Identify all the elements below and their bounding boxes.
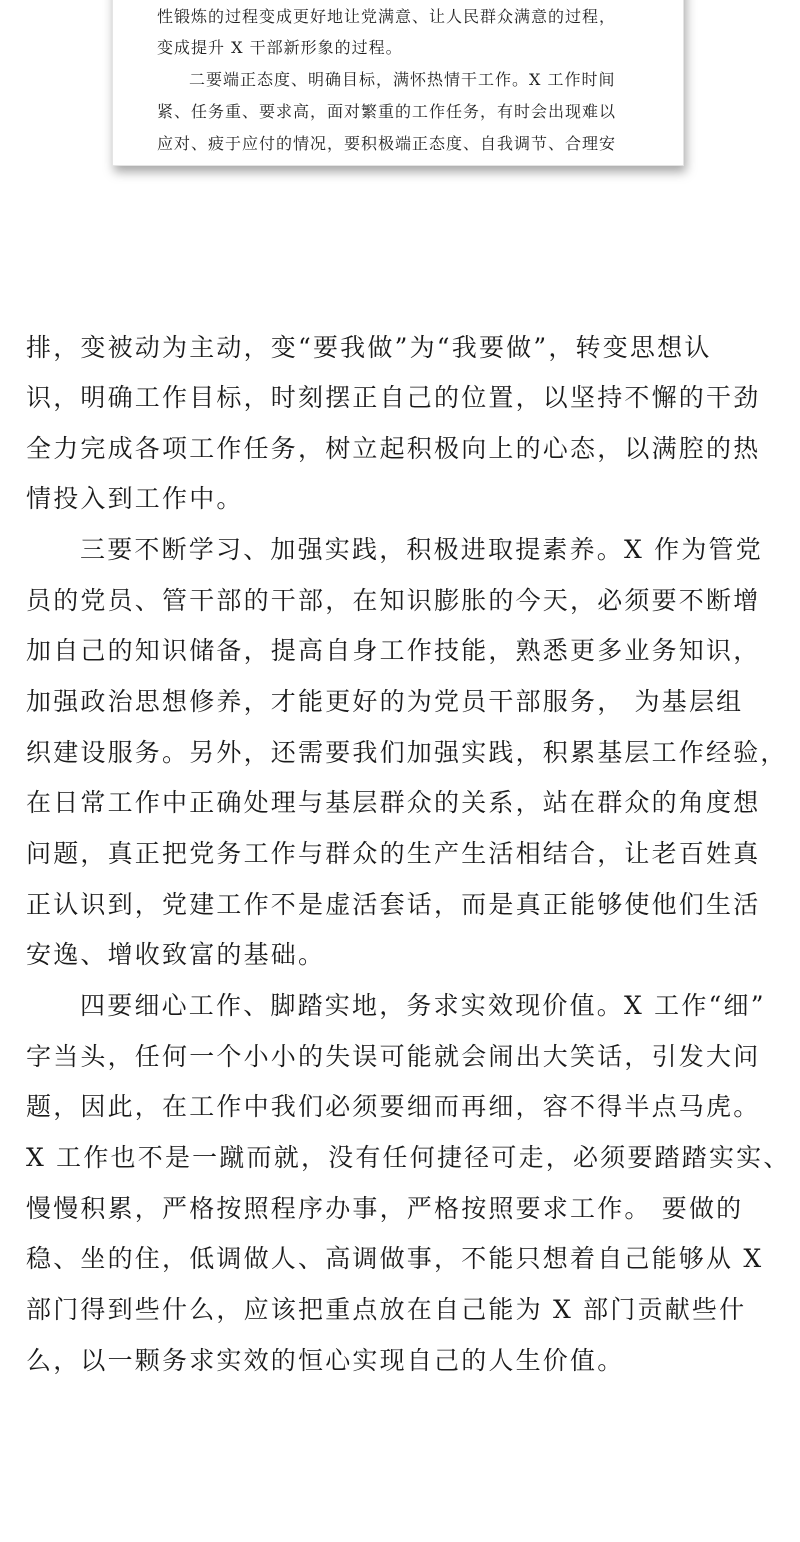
document-card-preview <box>112 0 684 166</box>
card-text-line: 应对、疲于应付的情况，要积极端正态度、自我调节、合理安 <box>157 134 617 153</box>
body-text-line: 字当头，任何一个小小的失误可能就会闹出大笑话，引发大问 <box>26 1042 761 1071</box>
body-text-line: 情投入到工作中。 <box>26 484 244 513</box>
card-paragraph-start: 二要端正态度、明确目标，满怀热情干工作。X 工作时间 <box>189 70 616 89</box>
body-text-line: X 工作也不是一蹴而就，没有任何捷径可走，必须要踏踏实实、 <box>26 1143 791 1172</box>
body-text-line: 在日常工作中正确处理与基层群众的关系，站在群众的角度想 <box>26 788 761 817</box>
body-text-line: 排，变被动为主动，变“要我做”为“我要做”，转变思想认 <box>26 333 712 362</box>
body-text-line: 安逸、增收致富的基础。 <box>26 940 326 969</box>
body-text-line: 识，明确工作目标，时刻摆正自己的位置，以坚持不懈的干劲 <box>26 383 761 412</box>
body-text-line: 正认识到，党建工作不是虚活套话，而是真正能够使他们生活 <box>26 890 761 919</box>
body-text-line: 加自己的知识储备，提高自身工作技能，熟悉更多业务知识， <box>26 636 761 665</box>
body-text-line: 全力完成各项工作任务，树立起积极向上的心态，以满腔的热 <box>26 434 761 463</box>
body-text-line: 加强政治思想修养，才能更好的为党员干部服务， 为基层组 <box>26 687 744 716</box>
body-text-line: 部门得到些什么，应该把重点放在自己能为 X 部门贡献些什 <box>26 1295 747 1324</box>
body-text-line: 稳、坐的住，低调做人、高调做事，不能只想着自己能够从 X <box>26 1244 764 1273</box>
body-text-line: 么，以一颗务求实效的恒心实现自己的人生价值。 <box>26 1346 625 1375</box>
card-text-line: 变成提升 X 干部新形象的过程。 <box>157 38 403 57</box>
body-text-line: 织建设服务。另外，还需要我们加强实践，积累基层工作经验， <box>26 738 788 767</box>
card-text-line: 性锻炼的过程变成更好地让党满意、让人民群众满意的过程， <box>157 7 617 26</box>
card-text-line: 紧、任务重、要求高，面对繁重的工作任务，有时会出现难以 <box>157 102 617 121</box>
body-paragraph-start: 三要不断学习、加强实践，积极进取提素养。X 作为管党 <box>80 535 763 564</box>
body-text-line: 问题，真正把党务工作与群众的生产生活相结合，让老百姓真 <box>26 839 761 868</box>
body-paragraph-start: 四要细心工作、脚踏实地，务求实效现价值。X 工作“细” <box>80 991 766 1020</box>
body-text-line: 慢慢积累，严格按照程序办事，严格按照要求工作。 要做的 <box>26 1194 744 1223</box>
body-text-line: 员的党员、管干部的干部，在知识膨胀的今天，必须要不断增 <box>26 586 761 615</box>
body-text-line: 题，因此，在工作中我们必须要细而再细，容不得半点马虎。 <box>26 1092 761 1121</box>
